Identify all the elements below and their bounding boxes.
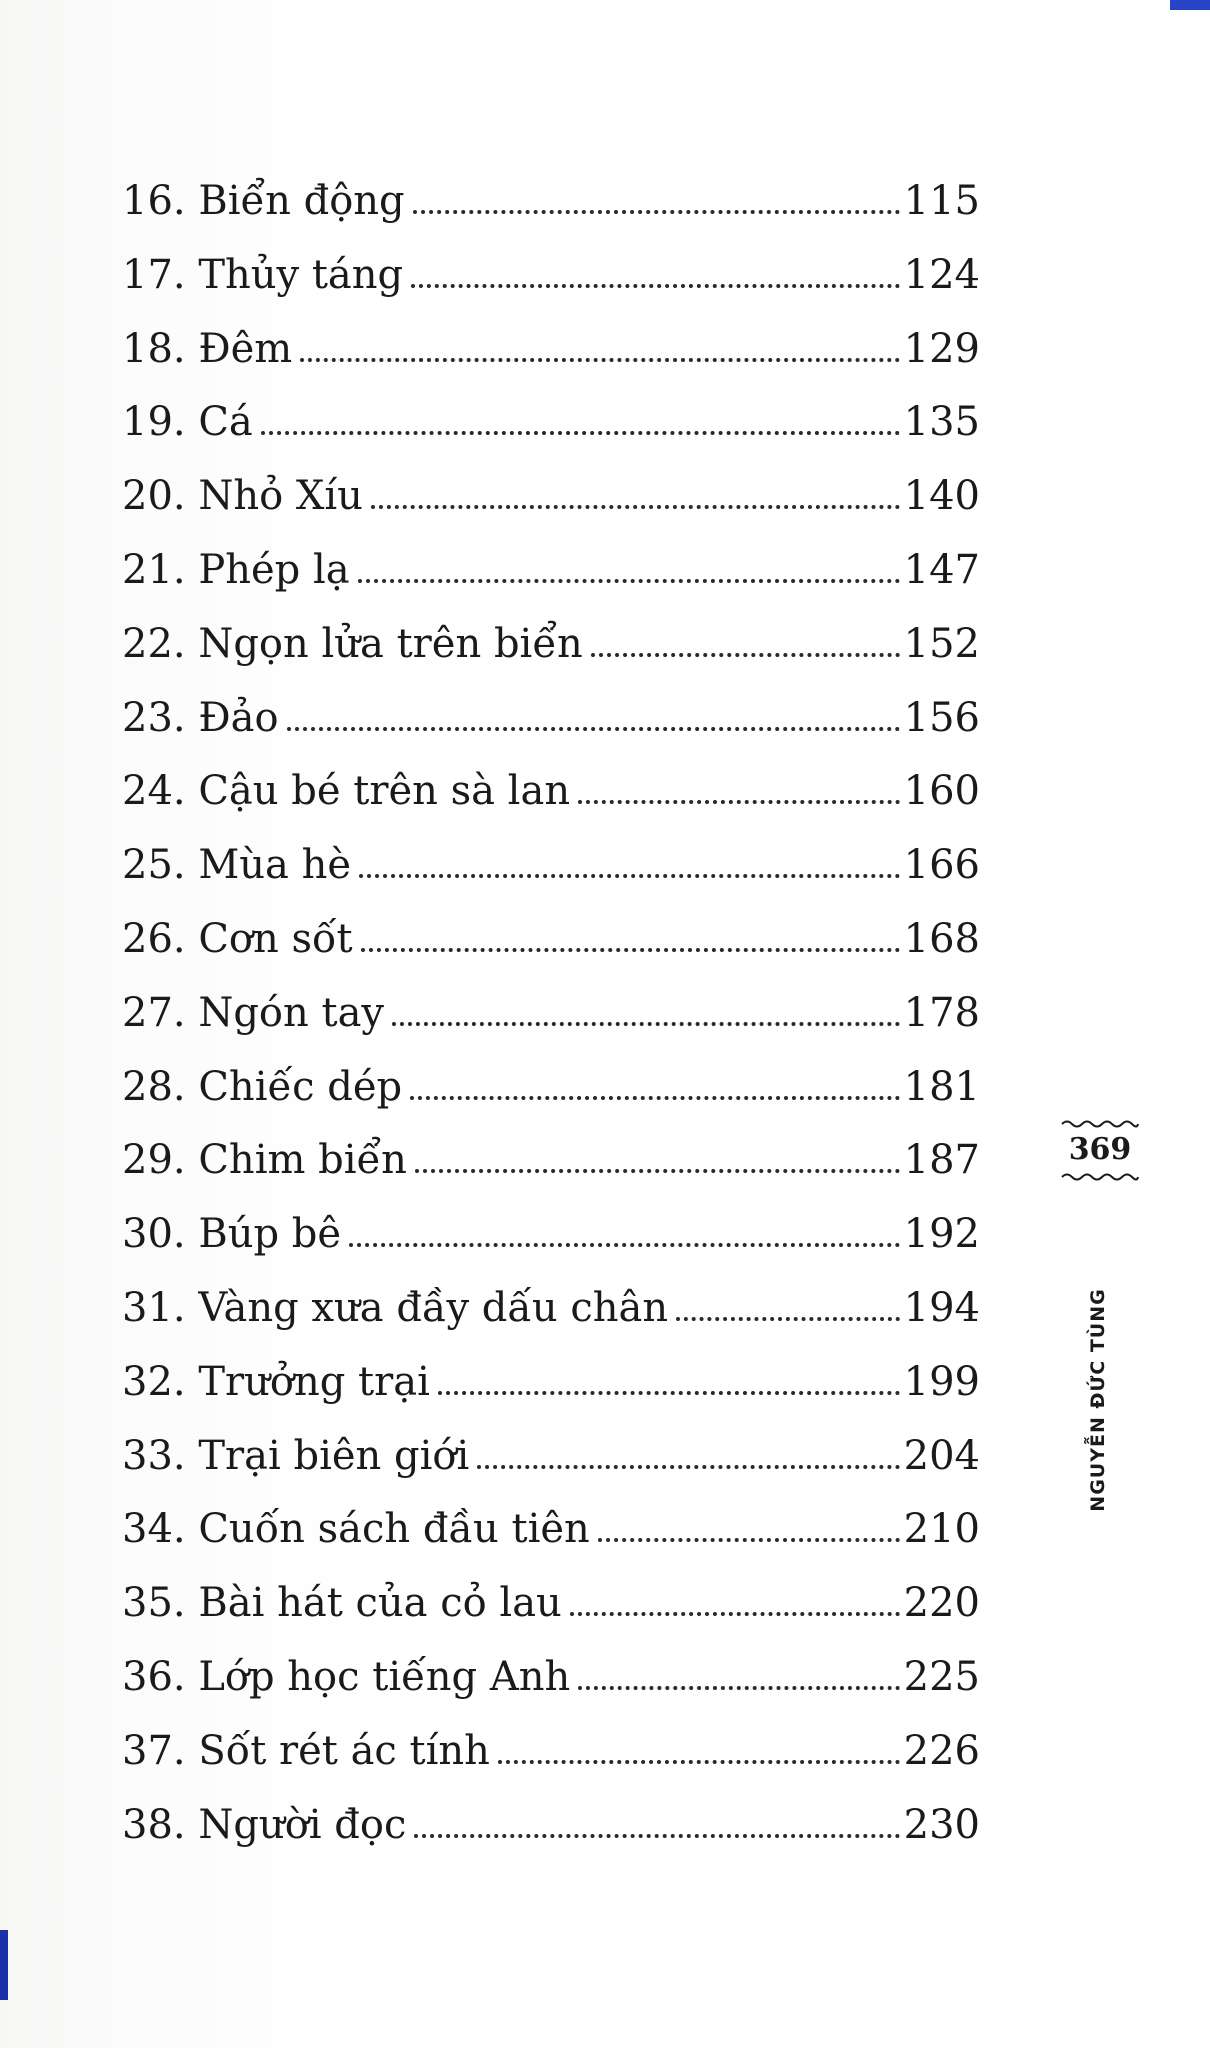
dot-leader xyxy=(477,1465,899,1469)
toc-entry xyxy=(122,1654,980,1728)
toc-entry-page: 168 xyxy=(903,915,980,962)
toc-entry-page: 181 xyxy=(903,1063,980,1110)
toc-entry-page: 160 xyxy=(903,768,980,815)
toc-entry-page: 115 xyxy=(903,178,980,224)
toc-entry xyxy=(122,842,980,916)
toc-entry-page: 178 xyxy=(903,989,980,1036)
toc-entry xyxy=(122,1285,980,1359)
dot-leader xyxy=(578,800,900,804)
toc-entry-page: 220 xyxy=(903,1580,980,1627)
dot-leader xyxy=(392,1022,900,1026)
toc-entry-title: 17. Thủy táng xyxy=(122,251,404,298)
dot-leader xyxy=(361,948,900,952)
toc-entry-title: 20. Nhỏ Xíu xyxy=(122,473,363,520)
dot-leader xyxy=(438,1391,900,1395)
toc-entry-title: 28. Chiếc dép xyxy=(122,1063,403,1110)
toc-entry-title: 36. Lớp học tiếng Anh xyxy=(122,1653,571,1700)
toc-entry xyxy=(122,621,980,695)
toc-entry-page: 135 xyxy=(903,399,980,446)
toc-entry-title: 24. Cậu bé trên sà lan xyxy=(122,768,571,815)
dot-leader xyxy=(410,1096,900,1100)
toc-entry xyxy=(122,1137,980,1211)
toc-entry-title: 16. Biển động xyxy=(122,178,405,224)
toc-entry-title: 31. Vàng xưa đầy dấu chân xyxy=(122,1284,669,1331)
toc-entry-page: 140 xyxy=(903,473,980,520)
dot-leader xyxy=(570,1612,900,1616)
toc-entry-title: 18. Đêm xyxy=(122,325,293,372)
toc-entry-title: 34. Cuốn sách đầu tiên xyxy=(122,1506,590,1553)
toc-entry xyxy=(122,326,980,400)
dot-leader xyxy=(358,579,900,583)
toc-entry-page: 226 xyxy=(903,1727,980,1774)
toc-entry xyxy=(122,1064,980,1138)
toc-entry-title: 19. Cá xyxy=(122,399,253,446)
toc-entry xyxy=(122,399,980,473)
dot-leader xyxy=(287,727,900,731)
toc-entry-page: 230 xyxy=(903,1801,980,1848)
toc-entry-page: 156 xyxy=(903,694,980,741)
table-of-contents xyxy=(122,178,980,1875)
toc-entry-title: 29. Chim biển xyxy=(122,1137,407,1184)
toc-entry xyxy=(122,916,980,990)
dot-leader xyxy=(415,1169,900,1173)
toc-entry xyxy=(122,178,980,252)
toc-entry xyxy=(122,990,980,1064)
toc-entry xyxy=(122,1802,980,1876)
toc-entry xyxy=(122,1580,980,1654)
toc-entry-title: 26. Cơn sốt xyxy=(122,915,353,962)
toc-entry-page: 166 xyxy=(903,842,980,889)
toc-entry-title: 38. Người đọc xyxy=(122,1801,407,1848)
toc-entry-page: 194 xyxy=(903,1284,980,1331)
dot-leader xyxy=(598,1538,900,1542)
toc-entry-title: 25. Mùa hè xyxy=(122,842,352,889)
page-number: 369 xyxy=(1068,1132,1132,1167)
wave-ornament-bottom xyxy=(1060,1171,1140,1183)
toc-entry-page: 187 xyxy=(903,1137,980,1184)
toc-entry-title: 23. Đảo xyxy=(122,694,279,741)
toc-entry-page: 192 xyxy=(903,1211,980,1258)
toc-entry-page: 225 xyxy=(903,1653,980,1700)
dot-leader xyxy=(261,431,900,435)
toc-entry-title: 21. Phép lạ xyxy=(122,546,350,593)
toc-entry-page: 204 xyxy=(903,1432,980,1479)
toc-entry-page: 129 xyxy=(903,325,980,372)
toc-entry-title: 32. Trưởng trại xyxy=(122,1358,430,1405)
dot-leader xyxy=(413,210,900,214)
toc-entry xyxy=(122,1359,980,1433)
toc-entry xyxy=(122,1211,980,1285)
toc-entry-title: 33. Trại biên giới xyxy=(122,1432,470,1479)
toc-entry xyxy=(122,547,980,621)
toc-entry xyxy=(122,1433,980,1507)
author-name: NGUYỄN ĐỨC TÙNG xyxy=(1087,1288,1109,1512)
dot-leader xyxy=(411,284,900,288)
folio xyxy=(1060,1118,1140,1183)
toc-entry xyxy=(122,1506,980,1580)
dot-leader xyxy=(349,1243,900,1247)
dot-leader xyxy=(371,505,900,509)
toc-entry xyxy=(122,695,980,769)
toc-entry-page: 199 xyxy=(903,1358,980,1405)
toc-entry-page: 210 xyxy=(903,1506,980,1553)
toc-entry-page: 147 xyxy=(903,546,980,593)
toc-entry xyxy=(122,473,980,547)
dot-leader xyxy=(359,874,900,878)
dot-leader xyxy=(498,1760,900,1764)
dot-leader xyxy=(414,1834,899,1838)
toc-entry-title: 27. Ngón tay xyxy=(122,989,385,1036)
dot-leader xyxy=(591,653,900,657)
toc-entry-page: 152 xyxy=(903,620,980,667)
toc-entry-title: 30. Búp bê xyxy=(122,1211,342,1258)
dot-leader xyxy=(300,358,899,362)
wave-ornament-top xyxy=(1060,1118,1140,1130)
toc-entry-title: 22. Ngọn lửa trên biển xyxy=(122,620,583,667)
toc-entry xyxy=(122,768,980,842)
dot-leader xyxy=(676,1317,899,1321)
page-edge-mark xyxy=(1170,0,1210,10)
toc-entry-page: 124 xyxy=(903,251,980,298)
dot-leader xyxy=(578,1686,899,1690)
page-edge-mark xyxy=(0,1930,8,2000)
toc-entry-title: 35. Bài hát của cỏ lau xyxy=(122,1580,562,1627)
toc-entry xyxy=(122,1728,980,1802)
toc-entry xyxy=(122,252,980,326)
toc-entry-title: 37. Sốt rét ác tính xyxy=(122,1727,490,1774)
